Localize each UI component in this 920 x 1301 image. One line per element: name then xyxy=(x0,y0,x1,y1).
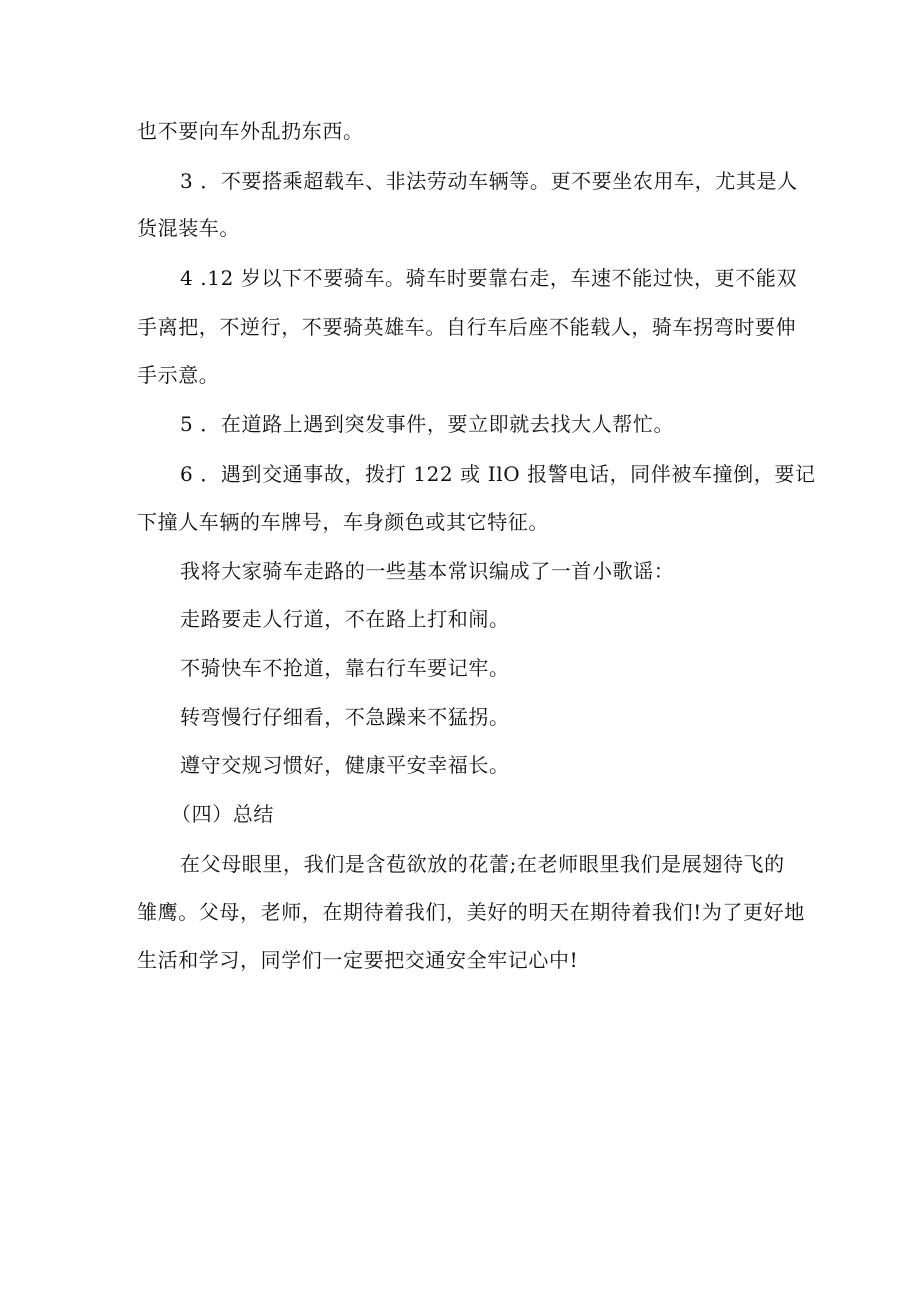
text-line: 转弯慢行仔细看，不急躁来不猛拐。 xyxy=(180,705,510,729)
text-line: 遵守交规习惯好，健康平安幸福长。 xyxy=(180,753,510,777)
text-line: 6 ．遇到交通事故，拨打 122 或 IlO 报警电话，同伴被车撞倒，要记 xyxy=(180,462,816,486)
text-line: 生活和学习，同学们一定要把交通安全牢记心中! xyxy=(137,948,579,972)
text-line: 手示意。 xyxy=(137,363,220,387)
text-line: 5 ．在道路上遇到突发事件，要立即就去找大人帮忙。 xyxy=(180,412,675,436)
text-line: 不骑快车不抢道，靠右行车要记牢。 xyxy=(180,656,510,680)
text-line: 我将大家骑车走路的一些基本常识编成了一首小歌谣： xyxy=(180,559,675,583)
text-line: 4 .12 岁以下不要骑车。骑车时要靠右走，车速不能过快，更不能双 xyxy=(180,266,798,290)
text-line: 3 ．不要搭乘超载车、非法劳动车辆等。更不要坐农用车，尤其是人 xyxy=(180,169,798,193)
text-line: 下撞人车辆的车牌号，车身颜色或其它特征。 xyxy=(137,510,549,534)
text-line: 在父母眼里，我们是含苞欲放的花蕾;在老师眼里我们是展翅待飞的 xyxy=(180,852,785,876)
text-line: 走路要走人行道，不在路上打和闹。 xyxy=(180,607,510,631)
section-heading: （四）总结 xyxy=(171,802,274,826)
text-line: 雏鹰。父母，老师，在期待着我们，美好的明天在期待着我们!为了更好地 xyxy=(137,900,805,924)
text-line: 手离把，不逆行，不要骑英雄车。自行车后座不能载人，骑车拐弯时要伸 xyxy=(137,315,797,339)
text-line: 货混装车。 xyxy=(137,216,240,240)
text-line: 也不要向车外乱扔东西。 xyxy=(137,119,364,143)
